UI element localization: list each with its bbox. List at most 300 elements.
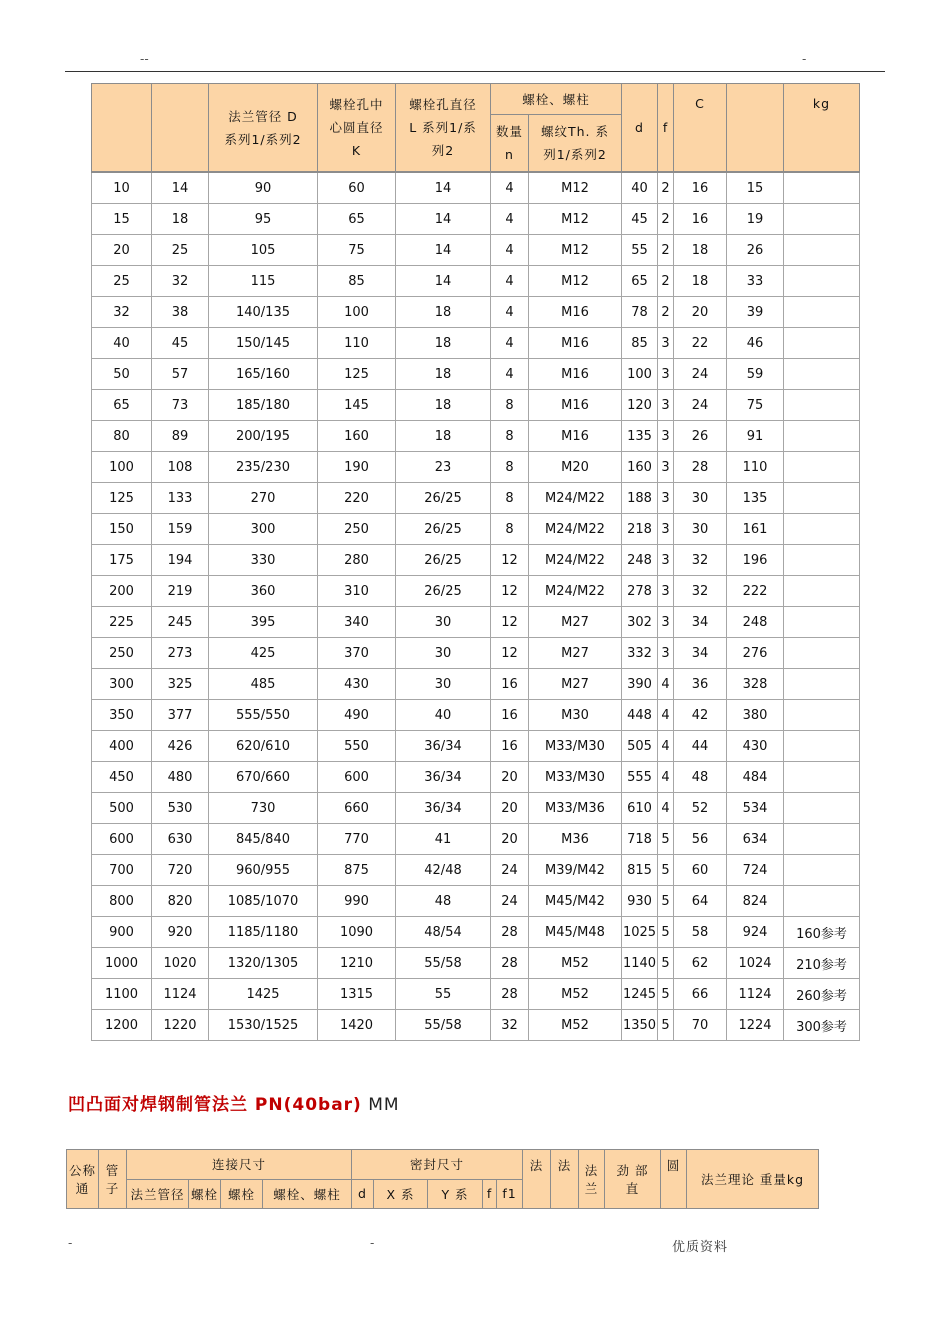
table-row (92, 266, 860, 297)
table-cell: 4 (491, 235, 529, 266)
table-cell: M33/M36 (529, 793, 622, 824)
table-cell: 550 (318, 731, 396, 762)
table-cell: 46 (727, 328, 784, 359)
table-cell: 95 (209, 204, 318, 235)
table-cell: 24 (674, 390, 727, 421)
table-cell: 815 (622, 855, 658, 886)
table-cell: 15 (92, 204, 152, 235)
table-cell: 278 (622, 576, 658, 607)
table-cell: 248 (727, 607, 784, 638)
table-cell: 4 (491, 204, 529, 235)
table-cell: 5 (658, 855, 674, 886)
table-cell: 218 (622, 514, 658, 545)
table-cell: 20 (674, 297, 727, 328)
table-cell (784, 421, 860, 452)
table-cell: 3 (658, 607, 674, 638)
table-cell: 250 (92, 638, 152, 669)
table-cell: 20 (491, 824, 529, 855)
table-cell: M27 (529, 669, 622, 700)
table-cell: M45/M42 (529, 886, 622, 917)
table-row (92, 793, 860, 824)
table-cell: 70 (674, 1010, 727, 1041)
table-row (92, 607, 860, 638)
table-cell: 276 (727, 638, 784, 669)
table-cell: 30 (396, 607, 491, 638)
table-cell: 5 (658, 824, 674, 855)
table-cell: 500 (92, 793, 152, 824)
flange-dimension-table (91, 83, 860, 1041)
t2-bolt-a: 螺栓 (189, 1179, 221, 1209)
table-cell: 32 (674, 576, 727, 607)
table-cell: 36/34 (396, 762, 491, 793)
table-cell: 8 (491, 483, 529, 514)
table-cell: 28 (674, 452, 727, 483)
table-cell: 18 (396, 328, 491, 359)
table-cell: 800 (92, 886, 152, 917)
table-cell (784, 328, 860, 359)
table-cell: 620/610 (209, 731, 318, 762)
table-cell: 20 (491, 762, 529, 793)
section-title (68, 1090, 400, 1115)
table-cell: 600 (318, 762, 396, 793)
table-cell: 235/230 (209, 452, 318, 483)
table-cell: 30 (674, 483, 727, 514)
table-cell: 700 (92, 855, 152, 886)
table-cell: 273 (152, 638, 209, 669)
table-row (92, 886, 860, 917)
table-cell: 1024 (727, 948, 784, 979)
table-cell: 555/550 (209, 700, 318, 731)
table-cell: 5 (658, 1010, 674, 1041)
table-cell (784, 204, 860, 235)
table-cell: 90 (209, 172, 318, 204)
table-cell: 56 (674, 824, 727, 855)
table-cell: 140/135 (209, 297, 318, 328)
table-cell: 55/58 (396, 948, 491, 979)
table-cell: 2 (658, 172, 674, 204)
table-cell: 19 (727, 204, 784, 235)
table-row (92, 545, 860, 576)
table-cell: 18 (396, 297, 491, 328)
table-cell: 32 (674, 545, 727, 576)
table-cell: M27 (529, 638, 622, 669)
table-cell: 20 (491, 793, 529, 824)
table-cell: 480 (152, 762, 209, 793)
table-cell: 22 (674, 328, 727, 359)
table-cell: 12 (491, 545, 529, 576)
header-cell-thread: 螺纹Th. 系 列1/系列2 (529, 115, 622, 173)
table-cell: 15 (727, 172, 784, 204)
table-cell: 85 (318, 266, 396, 297)
table-cell: 820 (152, 886, 209, 917)
table-cell: M33/M30 (529, 731, 622, 762)
table-cell: 18 (396, 421, 491, 452)
table-cell: 12 (491, 576, 529, 607)
table-row (92, 421, 860, 452)
table-cell: 8 (491, 452, 529, 483)
table-cell: 370 (318, 638, 396, 669)
table-cell: M24/M22 (529, 576, 622, 607)
table-cell (784, 172, 860, 204)
header-cell-c: C (674, 84, 727, 173)
table-cell: 14 (396, 172, 491, 204)
header-cell-bolts: 螺栓、螺柱 (491, 84, 622, 115)
table-cell: M20 (529, 452, 622, 483)
t2-seal-y: Y 系 (428, 1179, 483, 1209)
table-cell: 1220 (152, 1010, 209, 1041)
table-cell: 24 (491, 855, 529, 886)
table-cell (784, 886, 860, 917)
table-cell: 2 (658, 235, 674, 266)
table-cell: 42/48 (396, 855, 491, 886)
table-cell: 108 (152, 452, 209, 483)
t2-weight: 法兰理论 重量kg (687, 1150, 819, 1209)
table-cell: 360 (209, 576, 318, 607)
header-cell-bolt-circle: 螺栓孔中 心圆直径 K (318, 84, 396, 173)
table-cell: M12 (529, 172, 622, 204)
table-cell: 194 (152, 545, 209, 576)
table-cell: 1090 (318, 917, 396, 948)
table-cell: 3 (658, 638, 674, 669)
table-cell: 610 (622, 793, 658, 824)
table-cell: 32 (152, 266, 209, 297)
table-cell: 73 (152, 390, 209, 421)
table-cell: 30 (396, 638, 491, 669)
t2-neck: 劲 部 直 (605, 1150, 661, 1209)
table-cell: 340 (318, 607, 396, 638)
table-cell: 1200 (92, 1010, 152, 1041)
table-cell: 55/58 (396, 1010, 491, 1041)
header-rule (65, 71, 885, 72)
table-cell: 159 (152, 514, 209, 545)
table-cell: 3 (658, 576, 674, 607)
table-cell: 300 (92, 669, 152, 700)
table-cell: 4 (491, 328, 529, 359)
table-cell: 5 (658, 979, 674, 1010)
table-cell: 125 (92, 483, 152, 514)
table-cell: 960/955 (209, 855, 318, 886)
table-cell: 26 (674, 421, 727, 452)
table-row (92, 855, 860, 886)
table-cell: 18 (674, 235, 727, 266)
table-cell: 65 (318, 204, 396, 235)
table-cell: 1085/1070 (209, 886, 318, 917)
table-cell: 44 (674, 731, 727, 762)
table-cell: 924 (727, 917, 784, 948)
table-cell: 100 (92, 452, 152, 483)
table-cell: 115 (209, 266, 318, 297)
table-cell: 718 (622, 824, 658, 855)
table-cell: 4 (491, 297, 529, 328)
table-row (92, 762, 860, 793)
table-cell: 4 (658, 762, 674, 793)
table-cell: 2 (658, 297, 674, 328)
table-cell: 332 (622, 638, 658, 669)
table-cell: 4 (491, 266, 529, 297)
table-cell: 4 (658, 700, 674, 731)
table-cell: 900 (92, 917, 152, 948)
table-cell: 55 (622, 235, 658, 266)
table-cell: 165/160 (209, 359, 318, 390)
table-cell: 200/195 (209, 421, 318, 452)
t2-nominal: 公称 通 (67, 1150, 99, 1209)
table-cell: 14 (396, 235, 491, 266)
table-cell: 395 (209, 607, 318, 638)
table-cell: 36/34 (396, 731, 491, 762)
flange-header-table (66, 1149, 819, 1209)
table-cell: M16 (529, 297, 622, 328)
table-cell: 40 (92, 328, 152, 359)
table-cell: 48/54 (396, 917, 491, 948)
table-cell: 720 (152, 855, 209, 886)
table-cell: 110 (318, 328, 396, 359)
table-cell (784, 731, 860, 762)
table-cell: 48 (396, 886, 491, 917)
table-cell (784, 638, 860, 669)
t2-connection: 连接尺寸 (127, 1150, 352, 1180)
table-cell: 4 (491, 359, 529, 390)
t2-seal-x: X 系 (374, 1179, 428, 1209)
table-row (92, 638, 860, 669)
t2-flange-diameter: 法兰管径 (127, 1179, 189, 1209)
table-cell: 50 (92, 359, 152, 390)
table-cell (784, 390, 860, 421)
table-cell: 1140 (622, 948, 658, 979)
table-cell: 28 (491, 948, 529, 979)
table-row (92, 979, 860, 1010)
table-cell: 161 (727, 514, 784, 545)
table-cell: 18 (674, 266, 727, 297)
table-cell: 920 (152, 917, 209, 948)
table-cell (784, 266, 860, 297)
table-body (92, 172, 860, 1041)
table-cell: 16 (491, 731, 529, 762)
table-cell: 3 (658, 483, 674, 514)
table-cell: 45 (152, 328, 209, 359)
table-cell: 248 (622, 545, 658, 576)
header-cell-d: d (622, 84, 658, 173)
table-cell: 1530/1525 (209, 1010, 318, 1041)
table-cell: 845/840 (209, 824, 318, 855)
table-cell: 125 (318, 359, 396, 390)
table-cell: 670/660 (209, 762, 318, 793)
table-cell: 38 (152, 297, 209, 328)
table-cell: 5 (658, 948, 674, 979)
table-cell: 26/25 (396, 483, 491, 514)
t2-bolt-b: 螺栓 (221, 1179, 263, 1209)
table-cell: 1425 (209, 979, 318, 1010)
table-cell: 1210 (318, 948, 396, 979)
table-cell (784, 793, 860, 824)
table-cell: 430 (318, 669, 396, 700)
t2-flange-b: 法 (551, 1150, 579, 1209)
footer-mid-mark: - (370, 1236, 375, 1250)
table-cell: 1000 (92, 948, 152, 979)
table-cell: 875 (318, 855, 396, 886)
table-header (92, 84, 860, 173)
table-row (92, 172, 860, 204)
table-cell: 505 (622, 731, 658, 762)
header-right-mark: - (802, 52, 807, 66)
table-cell: 52 (674, 793, 727, 824)
t2-bolt-stud: 螺栓、螺柱 (263, 1179, 352, 1209)
table-cell (784, 855, 860, 886)
table-cell: 25 (152, 235, 209, 266)
table-cell: 630 (152, 824, 209, 855)
table-cell: 660 (318, 793, 396, 824)
header-cell-blank (727, 84, 784, 173)
table-cell: 1350 (622, 1010, 658, 1041)
table-cell: M27 (529, 607, 622, 638)
table-cell: 730 (209, 793, 318, 824)
table-cell: 75 (727, 390, 784, 421)
table-cell: 3 (658, 545, 674, 576)
table-cell: 18 (396, 390, 491, 421)
table-row (92, 390, 860, 421)
table-cell: 8 (491, 390, 529, 421)
table-cell: 4 (658, 793, 674, 824)
t2-seal-f1: f1 (497, 1179, 523, 1209)
table-cell: 64 (674, 886, 727, 917)
table-row (92, 483, 860, 514)
table-cell: 33 (727, 266, 784, 297)
table-cell: 325 (152, 669, 209, 700)
table-cell: 5 (658, 886, 674, 917)
table-cell: 28 (491, 917, 529, 948)
table-cell: 100 (622, 359, 658, 390)
table-cell: 1185/1180 (209, 917, 318, 948)
table-cell: 300 (209, 514, 318, 545)
table-row (92, 731, 860, 762)
table-cell: 1124 (152, 979, 209, 1010)
table-cell: 310 (318, 576, 396, 607)
table-cell: 30 (674, 514, 727, 545)
table-cell: 12 (491, 607, 529, 638)
table-cell: 160 (318, 421, 396, 452)
table-cell: 3 (658, 452, 674, 483)
t2-round: 圆 (661, 1150, 687, 1209)
table-cell: 41 (396, 824, 491, 855)
table-cell: 26/25 (396, 576, 491, 607)
table-cell (784, 359, 860, 390)
table-cell: 34 (674, 607, 727, 638)
table-cell: 16 (491, 669, 529, 700)
table-cell (784, 669, 860, 700)
table-cell: 225 (92, 607, 152, 638)
table-row (92, 917, 860, 948)
table-row (92, 1010, 860, 1041)
table-cell (784, 824, 860, 855)
table-cell: 328 (727, 669, 784, 700)
table-cell: 57 (152, 359, 209, 390)
table-cell: M12 (529, 204, 622, 235)
table-cell: 8 (491, 514, 529, 545)
t2-seal: 密封尺寸 (352, 1150, 523, 1180)
table-cell: M36 (529, 824, 622, 855)
table-cell: 430 (727, 731, 784, 762)
table-cell: 1020 (152, 948, 209, 979)
table-cell: 280 (318, 545, 396, 576)
table-cell: 89 (152, 421, 209, 452)
table-row (92, 297, 860, 328)
table-cell: 260参考 (784, 979, 860, 1010)
t2-seal-d: d (352, 1179, 374, 1209)
table-cell: 426 (152, 731, 209, 762)
table-cell: 4 (491, 172, 529, 204)
table-cell: 400 (92, 731, 152, 762)
table-cell: 1025 (622, 917, 658, 948)
table-cell: 5 (658, 917, 674, 948)
table-cell: 133 (152, 483, 209, 514)
table-cell: 65 (622, 266, 658, 297)
table-cell: 380 (727, 700, 784, 731)
table-cell: 219 (152, 576, 209, 607)
table-cell: 28 (491, 979, 529, 1010)
t2-flange-a: 法 (523, 1150, 551, 1209)
table-cell: 16 (674, 172, 727, 204)
table-cell: M12 (529, 266, 622, 297)
table-cell: 175 (92, 545, 152, 576)
table-cell: 24 (491, 886, 529, 917)
table-cell: 8 (491, 421, 529, 452)
table-cell: 300参考 (784, 1010, 860, 1041)
table-cell: 2 (658, 266, 674, 297)
table-cell: 824 (727, 886, 784, 917)
table-cell: 484 (727, 762, 784, 793)
table-cell: M45/M48 (529, 917, 622, 948)
table-cell: M12 (529, 235, 622, 266)
header-cell-bolt-hole: 螺栓孔直径 L 系列1/系 列2 (396, 84, 491, 173)
table-cell: 85 (622, 328, 658, 359)
table-cell: 490 (318, 700, 396, 731)
table-row (92, 452, 860, 483)
table-cell: 450 (92, 762, 152, 793)
table-cell: 14 (152, 172, 209, 204)
table-cell: 12 (491, 638, 529, 669)
table-cell: 48 (674, 762, 727, 793)
table-cell: 330 (209, 545, 318, 576)
table-cell: 1320/1305 (209, 948, 318, 979)
table-cell: 65 (92, 390, 152, 421)
table-row (92, 700, 860, 731)
table-row (92, 824, 860, 855)
table-cell: 600 (92, 824, 152, 855)
table-cell: 145 (318, 390, 396, 421)
table-cell: M30 (529, 700, 622, 731)
table-cell: 42 (674, 700, 727, 731)
table-cell: 25 (92, 266, 152, 297)
table-cell: 34 (674, 638, 727, 669)
header-cell-nominal (92, 84, 152, 173)
table-cell: 20 (92, 235, 152, 266)
table-cell: 55 (396, 979, 491, 1010)
table-cell (784, 607, 860, 638)
header-left-mark: -- (140, 52, 149, 66)
footer-left-mark: - (68, 1236, 73, 1250)
table-cell: M52 (529, 1010, 622, 1041)
table-cell: 555 (622, 762, 658, 793)
table-cell: 16 (674, 204, 727, 235)
table-cell: 40 (622, 172, 658, 204)
table-cell: 3 (658, 421, 674, 452)
t2-flange-c: 法 兰 (579, 1150, 605, 1209)
table-cell (784, 514, 860, 545)
table-cell: 188 (622, 483, 658, 514)
table-cell: 350 (92, 700, 152, 731)
table-cell: M24/M22 (529, 545, 622, 576)
table-cell: 196 (727, 545, 784, 576)
table-cell: 80 (92, 421, 152, 452)
